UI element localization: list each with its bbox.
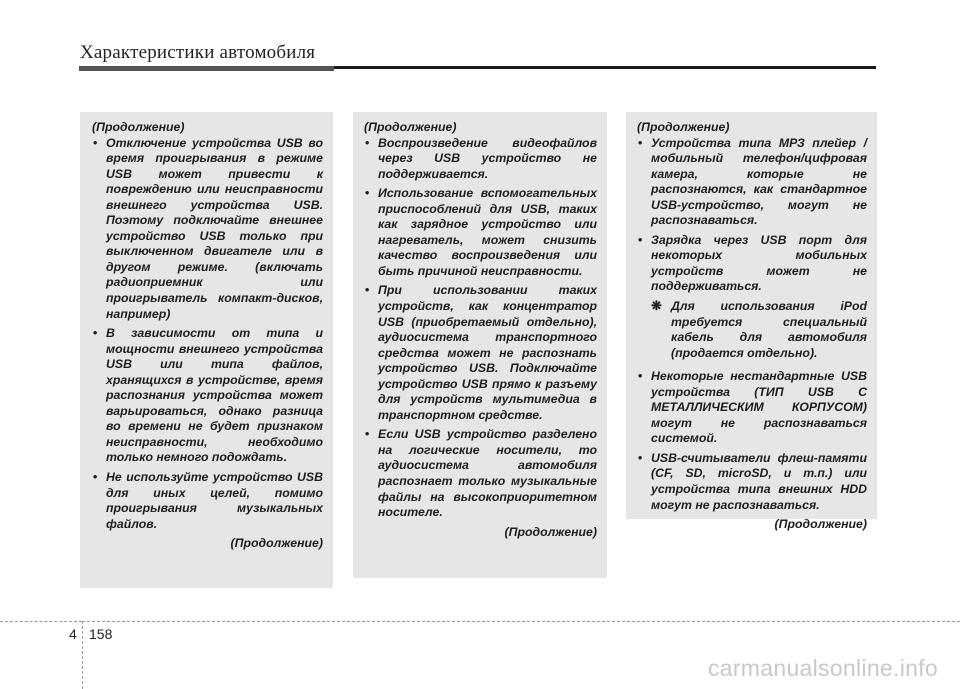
list-item: • Зарядка через USB порт для некоторых мобильных устройств может не поддерживаться. (637, 233, 867, 295)
continued-label-top: (Продолжение) (637, 120, 730, 134)
list-item: • Не используйте устройство USB для иных целей, помимо проигрывания музыкальных файлов. (92, 470, 323, 532)
footer-rule-right (82, 621, 960, 622)
list-item: • Использование вспомогательных приспособлений для USB, таких как зарядное устройство или нагреватель, может снизить качество воспроизведения или быть причиной неисправности. (364, 186, 597, 279)
header-rule-accent (79, 66, 334, 71)
list-item: • Отключение устройства USB во время проигрывания в режиме USB может привести к повреждению или неисправности внешнего устройства USB. Поэтому подключайте внешнее устройство USB только при выключенном двигателе или в другом режиме. (включать радиоприемник или проигрыватель компакт-дисков, например) (92, 136, 323, 323)
continued-label-top: (Продолжение) (92, 120, 185, 134)
page-number: 158 (89, 626, 113, 642)
continued-label-bottom: (Продолжение) (774, 517, 867, 532)
content-panel-1 (80, 112, 333, 588)
continued-label-top: (Продолжение) (364, 120, 457, 134)
list-item: • В зависимости от типа и мощности внешнего устройства USB или типа файлов, хранящихся в устройстве, время распознания устройства может варьироваться, однако разница во времени не будет признаком неисправности, необходимо только немного подождать. (92, 326, 323, 466)
note-text: Для использования iPod требуется специальный кабель для автомобиля (продается отдельно). (671, 299, 867, 360)
list-item: • Воспроизведение видеофайлов через USB устройство не поддерживается. (364, 136, 597, 183)
section-number: 4 (69, 626, 77, 642)
list-item: • Устройства типа МРЗ плейер /мобильный телефон/цифровая камера, которые не распознаются, как стандартное USB-устройство, могут не распознаваться. (637, 136, 867, 229)
note-asterisk-icon: ❋ (651, 298, 662, 314)
bullet-list (637, 369, 867, 513)
bullet-list (637, 136, 867, 295)
continued-label-bottom: (Продолжение) (504, 524, 597, 539)
list-item: • При использовании таких устройств, как концентратор USB (приобретаемый отдельно), аудиосистема транспортного средства может не распознать устройство USB. Подключайте устройство USB прямо к разъему для устройств мультимедиа в транспортном средстве. (364, 283, 597, 423)
page-header-title: Характеристики автомобиля (80, 42, 316, 63)
list-item: • USB-считыватели флеш-памяти (CF, SD, microSD, и т.п.) или устройства типа внешних HDD могут не распознаваться. (637, 451, 867, 513)
watermark-text: carmanualsonline.info (707, 655, 938, 681)
footer-divider (82, 621, 83, 689)
bullet-list (92, 136, 323, 533)
bullet-list (364, 136, 597, 521)
footer-rule-left (0, 621, 82, 622)
list-item: • Если USB устройство разделено на логические носители, то аудиосистема автомобиля распознает только музыкальные файлы на высокоприоритетном носителе. (364, 427, 597, 520)
content-panel-2 (353, 112, 607, 578)
ipod-note (637, 299, 867, 361)
continued-label-bottom: (Продолжение) (230, 536, 323, 551)
list-item: • Некоторые нестандартные USB устройства (ТИП USB С МЕТАЛЛИЧЕСКИМ КОРПУСОМ) могут не распознаваться системой. (637, 369, 867, 447)
content-panel-3 (626, 112, 877, 532)
